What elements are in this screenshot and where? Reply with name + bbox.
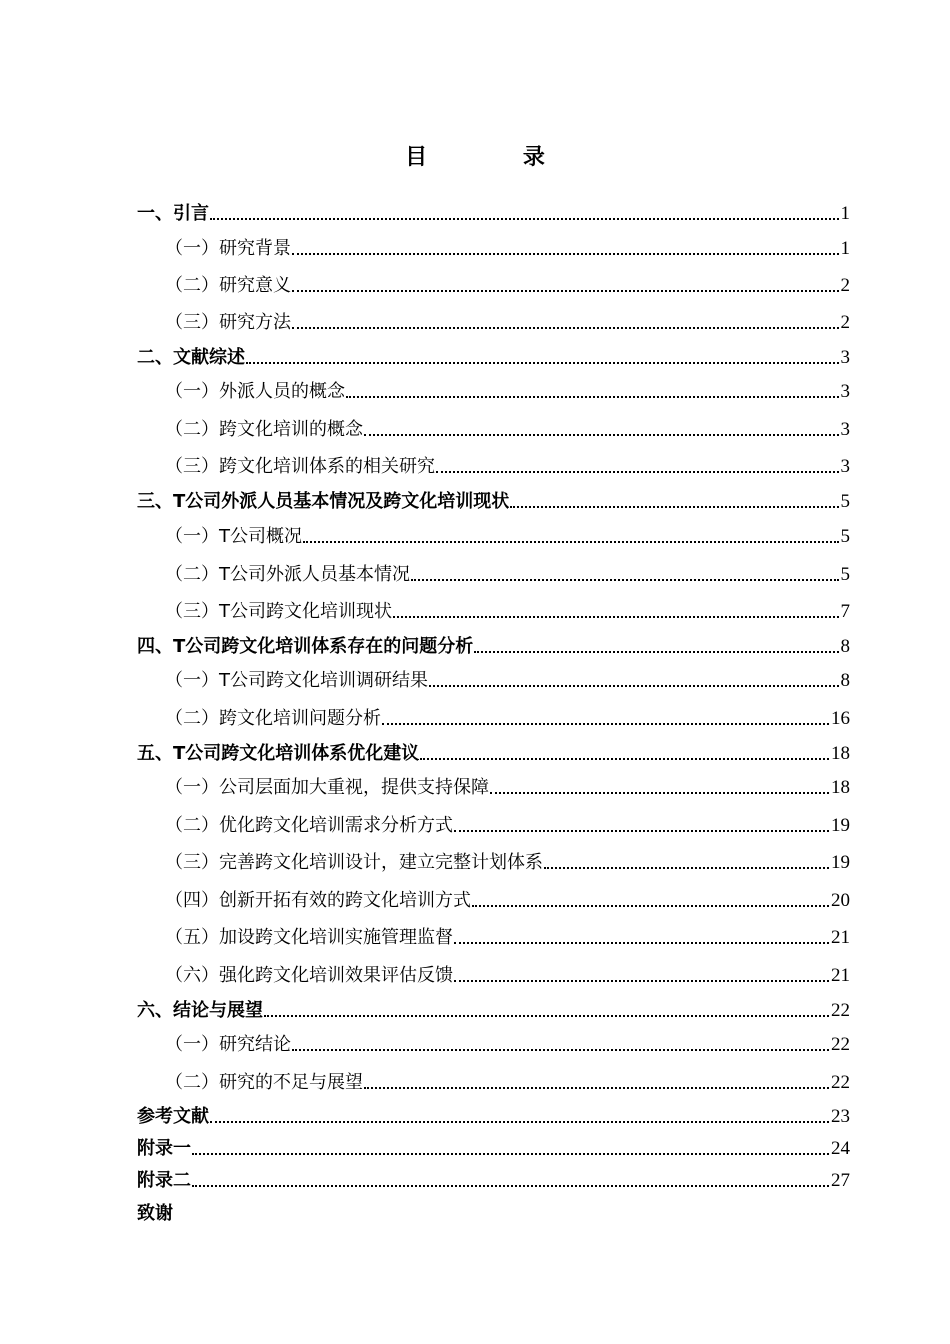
toc-page-number: 18 xyxy=(831,777,850,798)
toc-entry-appendix-1[interactable] xyxy=(137,1135,850,1163)
dot-leader xyxy=(292,1049,829,1051)
toc-entry-label: （六）强化跨文化培训效果评估反馈 xyxy=(165,965,453,986)
dot-leader xyxy=(192,1185,829,1187)
toc-entry[interactable] xyxy=(137,705,850,733)
toc-entry-label: （三）研究方法 xyxy=(165,312,291,333)
toc-page-number: 8 xyxy=(840,670,850,691)
toc-entry[interactable] xyxy=(137,453,850,481)
toc-entry[interactable] xyxy=(137,523,850,551)
toc-entry-label: （一）T公司跨文化培训调研结果 xyxy=(165,670,428,691)
toc-entry-label: 参考文献 xyxy=(137,1106,209,1127)
toc-entry[interactable] xyxy=(137,924,850,952)
toc-page-number: 21 xyxy=(831,927,850,948)
dot-leader xyxy=(510,506,838,508)
toc-entry[interactable] xyxy=(137,887,850,915)
toc-entry-literature-review[interactable] xyxy=(137,344,850,372)
dot-leader xyxy=(393,616,839,618)
toc-page-number: 22 xyxy=(831,1034,850,1055)
toc-entry-label: 五、T公司跨文化培训体系优化建议 xyxy=(137,743,420,764)
dot-leader xyxy=(364,434,839,436)
toc-entry-label: （三）跨文化培训体系的相关研究 xyxy=(165,456,435,477)
toc-entry-introduction[interactable] xyxy=(137,200,850,228)
dot-leader xyxy=(411,579,839,581)
toc-page-number: 1 xyxy=(840,238,850,259)
toc-page-number: 7 xyxy=(840,601,850,622)
dot-leader xyxy=(292,327,839,329)
dot-leader xyxy=(303,541,839,543)
toc-entry-label: （二）研究的不足与展望 xyxy=(165,1072,363,1093)
toc-entry-label: （一）研究背景 xyxy=(165,238,291,259)
dot-leader xyxy=(292,253,839,255)
toc-page-number: 22 xyxy=(831,1072,850,1093)
dot-leader xyxy=(382,723,829,725)
toc-entry-label: 六、结论与展望 xyxy=(137,1000,263,1021)
toc-entry-chapter-4[interactable] xyxy=(137,633,850,661)
dot-leader xyxy=(246,362,839,364)
toc-entry[interactable] xyxy=(137,667,850,695)
dot-leader xyxy=(210,1121,829,1123)
toc-page-number: 2 xyxy=(840,312,850,333)
toc-entry-label: （四）创新开拓有效的跨文化培训方式 xyxy=(165,890,471,911)
toc-entry-appendix-2[interactable] xyxy=(137,1167,850,1195)
toc-entry[interactable] xyxy=(137,812,850,840)
dot-leader xyxy=(364,1087,829,1089)
dot-leader xyxy=(292,290,839,292)
dot-leader xyxy=(454,980,829,982)
toc-page-number: 16 xyxy=(831,708,850,729)
toc-entry-label: 附录二 xyxy=(137,1170,191,1191)
toc-page-number: 19 xyxy=(831,852,850,873)
toc-entry-label: 一、引言 xyxy=(137,203,209,224)
toc-page-number: 5 xyxy=(840,526,850,547)
toc-entry-label: （三）完善跨文化培训设计，建立完整计划体系 xyxy=(165,852,543,873)
toc-entry-label: （二）优化跨文化培训需求分析方式 xyxy=(165,815,453,836)
toc-entry-label: 致谢 xyxy=(137,1203,173,1224)
toc-entry-label: （二）跨文化培训的概念 xyxy=(165,419,363,440)
dot-leader xyxy=(429,685,839,687)
dot-leader xyxy=(192,1153,829,1155)
dot-leader xyxy=(346,396,839,398)
toc-entry-label: （五）加设跨文化培训实施管理监督 xyxy=(165,927,453,948)
toc-entry-references[interactable] xyxy=(137,1103,850,1131)
toc-entry-label: 四、T公司跨文化培训体系存在的问题分析 xyxy=(137,636,474,657)
toc-entry-chapter-3[interactable] xyxy=(137,488,850,516)
toc-entry[interactable] xyxy=(137,849,850,877)
toc-page-number: 8 xyxy=(840,636,850,657)
toc-entry-label: （三）T公司跨文化培训现状 xyxy=(165,601,392,622)
toc-page-number: 24 xyxy=(831,1138,850,1159)
toc-entry-label: （二）研究意义 xyxy=(165,275,291,296)
toc-page-number: 5 xyxy=(840,564,850,585)
toc-entry[interactable] xyxy=(137,309,850,337)
dot-leader xyxy=(454,942,829,944)
toc-entry[interactable] xyxy=(137,561,850,589)
toc-page-number: 20 xyxy=(831,890,850,911)
toc-entry-acknowledgements[interactable] xyxy=(137,1200,850,1228)
toc-entry-label: （一）研究结论 xyxy=(165,1034,291,1055)
toc-entry-label: （二）跨文化培训问题分析 xyxy=(165,708,381,729)
toc-title: 目 录 xyxy=(405,145,589,170)
toc-entry[interactable] xyxy=(137,272,850,300)
toc-page-number: 3 xyxy=(840,347,850,368)
toc-entry-label: （一）公司层面加大重视，提供支持保障 xyxy=(165,777,489,798)
toc-page-number: 22 xyxy=(831,1000,850,1021)
toc-entry-label: （一）T公司概况 xyxy=(165,526,302,547)
toc-entry-label: 附录一 xyxy=(137,1138,191,1159)
toc-entry-chapter-6[interactable] xyxy=(137,997,850,1025)
toc-entry-label: （一）外派人员的概念 xyxy=(165,381,345,402)
toc-page-number: 19 xyxy=(831,815,850,836)
toc-page-number: 3 xyxy=(840,419,850,440)
dot-leader xyxy=(210,218,839,220)
dot-leader xyxy=(474,651,838,653)
toc-entry[interactable] xyxy=(137,598,850,626)
toc-page-number: 18 xyxy=(831,743,850,764)
dot-leader xyxy=(436,471,839,473)
toc-page-number: 2 xyxy=(840,275,850,296)
toc-page-number: 3 xyxy=(840,456,850,477)
dot-leader xyxy=(420,758,829,760)
dot-leader xyxy=(472,905,829,907)
toc-page-number: 1 xyxy=(840,203,850,224)
toc-page-number: 3 xyxy=(840,381,850,402)
toc-entry-label: 三、T公司外派人员基本情况及跨文化培训现状 xyxy=(137,491,510,512)
dot-leader xyxy=(454,830,829,832)
toc-entry[interactable] xyxy=(137,416,850,444)
dot-leader xyxy=(544,867,829,869)
toc-page-number: 21 xyxy=(831,965,850,986)
toc-entry[interactable] xyxy=(137,235,850,263)
toc-entry[interactable] xyxy=(137,962,850,990)
toc-entry-label: （二）T公司外派人员基本情况 xyxy=(165,564,410,585)
toc-entry[interactable] xyxy=(137,378,850,406)
toc-page-number: 27 xyxy=(831,1170,850,1191)
toc-entry[interactable] xyxy=(137,1069,850,1097)
dot-leader xyxy=(264,1015,829,1017)
toc-entry-chapter-5[interactable] xyxy=(137,740,850,768)
toc-entry-label: 二、文献综述 xyxy=(137,347,245,368)
dot-leader xyxy=(490,792,829,794)
toc-page-number: 23 xyxy=(831,1106,850,1127)
toc-entry[interactable] xyxy=(137,1031,850,1059)
toc-page-number: 5 xyxy=(840,491,850,512)
toc-entry[interactable] xyxy=(137,774,850,802)
